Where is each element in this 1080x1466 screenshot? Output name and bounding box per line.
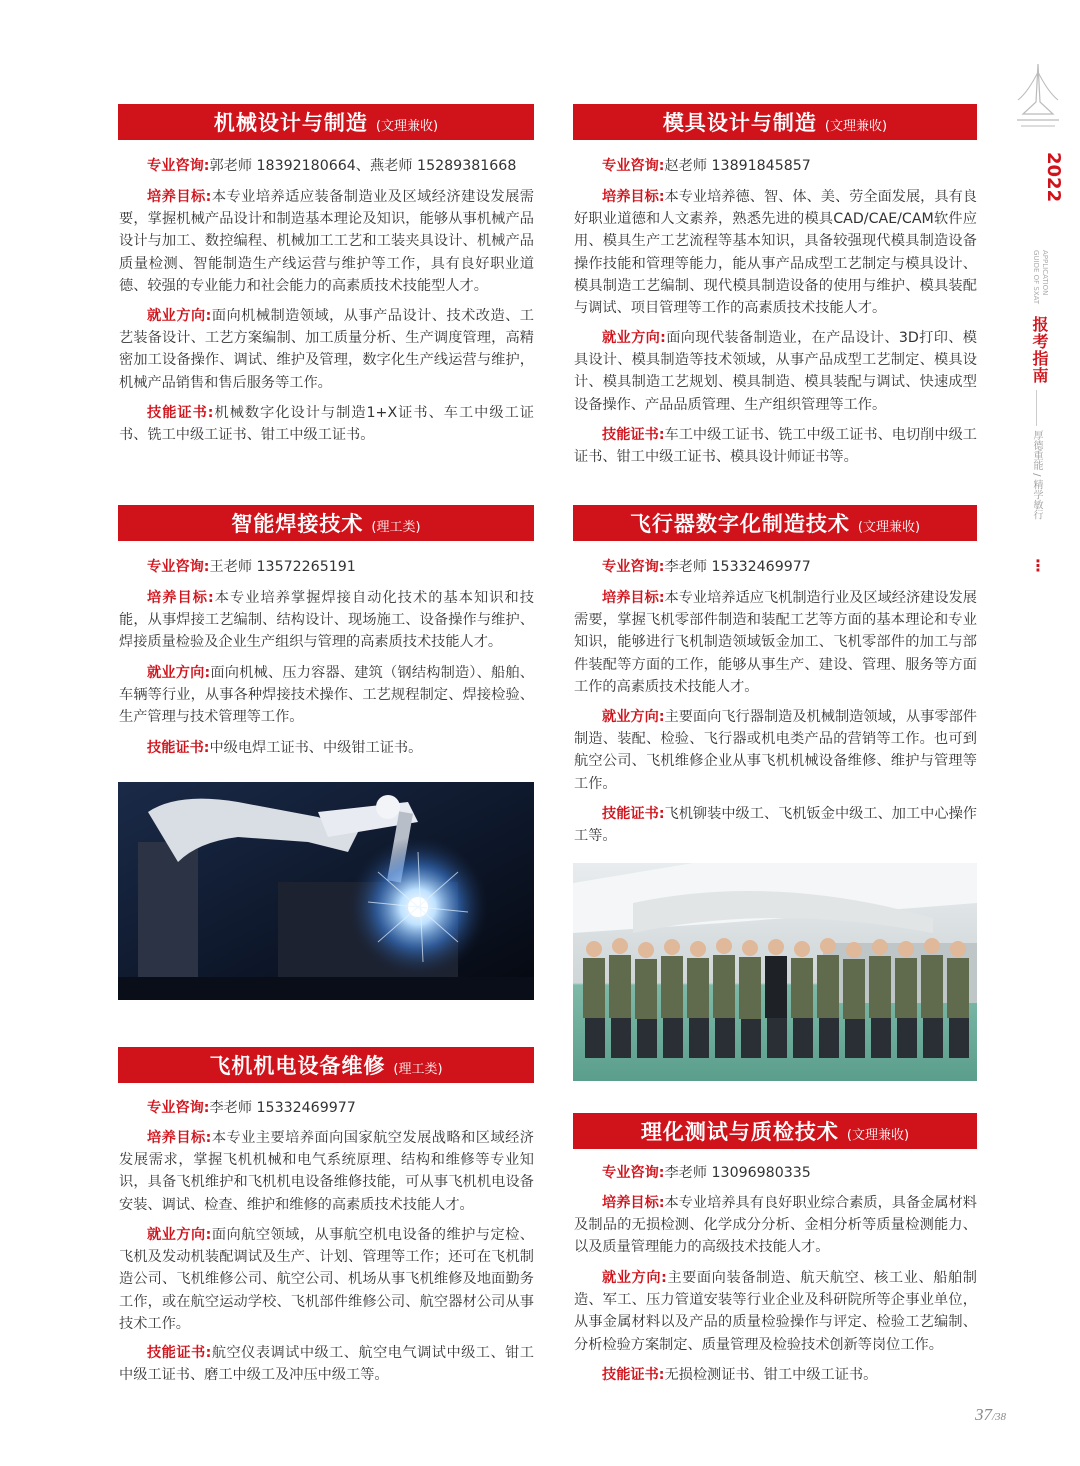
job-label: 就业方向: [147,665,211,681]
page-number [975,1405,1006,1425]
contact-text: 李老师 15332469977 [209,1100,356,1116]
job-label: 就业方向: [602,330,666,346]
goal-paragraph [119,186,534,297]
goal-text: 本专业培养适应飞机制造行业及区域经济建设发展需要，掌握飞机零部件制造和装配工艺等方面的基本理论和专业知识，能够进行飞机制造领域钣金加工、飞机零部件的加工与部件装配等方面的工作，能够从事生产、建设、管理、服务等方面工作的高素质技术技能人才。 [574,590,977,695]
sidebar-year: 2022 [1043,152,1064,203]
major-tag: (文理兼收) [824,118,888,134]
contact-label: 专业咨询: [602,158,665,174]
contact-text: 李老师 15332469977 [664,559,811,575]
page-current: 37 [975,1405,992,1424]
goal-label: 培养目标: [602,1195,665,1211]
major-title: 智能焊接技术 [231,512,364,536]
major-tag: (理工类) [371,519,421,535]
job-paragraph [119,1224,534,1335]
job-text: 面向机械制造领域，从事产品设计、技术改造、工艺装备设计、工艺方案编制、加工质量分析、生产调度管理，高精密加工设备操作、调试、维护及管理，数字化生产线运营与维护，机械产品销售和售后服务等工作。 [119,308,534,391]
cert-text: 车工中级工证书、铣工中级工证书、电切削中级工证书、钳工中级工证书、模具设计师证书等。 [574,427,977,466]
cert-paragraph [119,1342,534,1386]
cert-text: 机械数字化设计与制造1+X证书、车工中级工证书、铣工中级工证书、钳工中级工证书。 [119,405,534,444]
goal-label: 培养目标: [602,189,665,205]
goal-text: 本专业主要培养面向国家航空发展战略和区域经济发展需求，掌握飞机机械和电气系统原理、结构和维修等专业知识，具备飞机维护和飞机机电设备维修技能，可从事飞机机电设备安装、调试、检查、维护和维修的高素质技术技能人才。 [119,1130,534,1213]
sidebar-dots: ⋮ [1030,556,1046,575]
sidebar-slogan: 厚德重能 / 精学敏行 [1031,430,1042,520]
welding-robot-photo [118,782,534,1000]
job-paragraph [574,706,977,795]
cert-text: 飞机铆装中级工、飞机钣金中级工、加工中心操作工等。 [574,806,977,845]
contact-text: 郭老师 18392180664、燕老师 15289381668 [209,158,517,174]
goal-paragraph [574,587,977,698]
cert-paragraph [574,424,977,468]
contact-text: 李老师 13096980335 [664,1165,811,1181]
major-header-mold [573,104,977,140]
contact-paragraph [574,556,977,578]
job-text: 面向机械、压力容器、建筑（钢结构制造）、船舶、车辆等行业，从事各种焊接技术操作、工艺规程制定、焊接检验、生产管理与技术管理等工作。 [119,665,534,726]
page-total: /38 [992,1411,1007,1423]
cert-label: 技能证书: [602,427,665,443]
monument-logo-icon [1013,62,1063,132]
group-photo [573,863,977,1081]
major-header-welding [118,505,534,541]
job-text: 主要面向飞行器制造及机械制造领域，从事零部件制造、装配、检验、飞行器或机电类产品的营销等工作。也可到航空公司、飞机维修企业从事飞机机械设备维修、维护与管理等工作。 [574,709,977,792]
goal-text: 本专业培养适应装备制造业及区域经济建设发展需要，掌握机械产品设计和制造基本理论及知识，能够从事机械产品设计与加工、数控编程、机械加工工艺和工装夹具设计、机械产品质量检测、智能制造生产线运营与维护等工作，具有良好职业道德、较强的专业能力和社会能力的高素质技术技能型人才。 [119,189,534,294]
major-title: 理化测试与质检技术 [640,1120,839,1144]
goal-text: 本专业培养具有良好职业综合素质，具备金属材料及制品的无损检测、化学成分分析、金相分析等质量检测能力、以及质量管理能力的高级技术技能人才。 [574,1195,977,1256]
major-header-testing [573,1113,977,1149]
job-label: 就业方向: [602,709,665,725]
goal-label: 培养目标: [147,590,214,606]
goal-paragraph [119,587,534,654]
cert-label: 技能证书: [602,1367,665,1383]
major-tag: (文理兼收) [857,519,921,535]
contact-label: 专业咨询: [147,1100,210,1116]
job-label: 就业方向: [147,308,212,324]
cert-label: 技能证书: [602,806,665,822]
goal-text: 本专业培养掌握焊接自动化技术的基本知识和技能，从事焊接工艺编制、结构设计、现场施工、设备操作与维护、焊接质量检验及企业生产组织与管理的高素质技术技能人才。 [119,590,534,651]
job-label: 就业方向: [147,1227,212,1243]
cert-text: 中级电焊工证书、中级钳工证书。 [209,740,423,756]
cert-text: 航空仪表调试中级工、航空电气调试中级工、钳工中级工证书、磨工中级工及冲压中级工等。 [119,1345,534,1384]
contact-label: 专业咨询: [602,1165,665,1181]
cert-paragraph [119,737,534,759]
contact-paragraph [574,155,977,177]
sidebar [1000,0,1080,600]
job-paragraph [119,305,534,394]
major-header-aircraft-manufacturing [573,505,977,541]
major-header-mechanical [118,104,534,140]
cert-paragraph [119,402,534,446]
goal-text: 本专业培养德、智、体、美、劳全面发展，具有良好职业道德和人文素养，熟悉先进的模具CAD/CAE/CAM软件应用、模具生产工艺流程等基本知识，具备较强现代模具制造设备操作技能和管理等能力，能从事产品成型工艺制定与模具设计、模具制造工艺编制、现代模具制造设备的使用与维护、模具装配与调试、项目管理等工作的高素质技术技能人才。 [574,189,977,317]
job-text: 面向航空领域，从事航空机电设备的维护与定检、飞机及发动机装配调试及生产、计划、管理等工作；还可在飞机制造公司、飞机维修公司、航空公司、机场从事飞机维修及地面勤务工作，或在航空运动学校、飞机部件维修公司、航空器材公司从事技术工作。 [119,1227,534,1332]
contact-paragraph [119,1097,534,1119]
cert-label: 技能证书: [147,1345,212,1361]
major-title: 飞机机电设备维修 [209,1054,386,1078]
cert-text: 无损检测证书、钳工中级工证书。 [664,1367,878,1383]
goal-label: 培养目标: [602,590,665,606]
major-tag: (文理兼收) [846,1127,910,1143]
contact-label: 专业咨询: [147,158,210,174]
major-header-aircraft-maintenance [118,1047,534,1083]
major-title: 机械设计与制造 [213,111,368,135]
contact-label: 专业咨询: [602,559,665,575]
job-paragraph [119,662,534,729]
contact-paragraph [574,1162,977,1184]
major-tag: (理工类) [393,1061,443,1077]
sidebar-english: APPLICATION GUIDE OF SXAT [1032,250,1049,305]
cert-paragraph [574,803,977,847]
major-title: 模具设计与制造 [662,111,817,135]
job-paragraph [574,327,977,416]
contact-text: 赵老师 13891845857 [664,158,811,174]
goal-paragraph [574,1192,977,1259]
cert-paragraph [574,1364,977,1386]
contact-paragraph [119,556,534,578]
goal-label: 培养目标: [147,189,212,205]
job-paragraph [574,1267,977,1356]
job-label: 就业方向: [602,1270,667,1286]
contact-paragraph [119,155,534,177]
goal-paragraph [119,1127,534,1216]
goal-label: 培养目标: [147,1130,212,1146]
sidebar-divider [1036,390,1037,426]
job-text: 面向现代装备制造业，在产品设计、3D打印、模具设计、模具制造等技术领域，从事产品成型工艺制定、模具设计、模具制造工艺规划、模具制造、模具装配与调试、快速成型设备操作、产品品质管理、生产组织管理等工作。 [574,330,977,413]
sidebar-title: 报考指南 [1030,316,1049,384]
goal-paragraph [574,186,977,319]
contact-text: 王老师 13572265191 [209,559,356,575]
cert-label: 技能证书: [147,405,214,421]
major-title: 飞行器数字化制造技术 [629,512,850,536]
cert-label: 技能证书: [147,740,210,756]
job-text: 主要面向装备制造、航天航空、核工业、船舶制造、军工、压力管道安装等行业企业及科研院所等企事业单位，从事金属材料以及产品的质量检验操作与评定、检验工艺编制、分析检验方案制定、质量管理及检验技术创新等岗位工作。 [574,1270,977,1353]
major-tag: (文理兼收) [375,118,439,134]
contact-label: 专业咨询: [147,559,210,575]
